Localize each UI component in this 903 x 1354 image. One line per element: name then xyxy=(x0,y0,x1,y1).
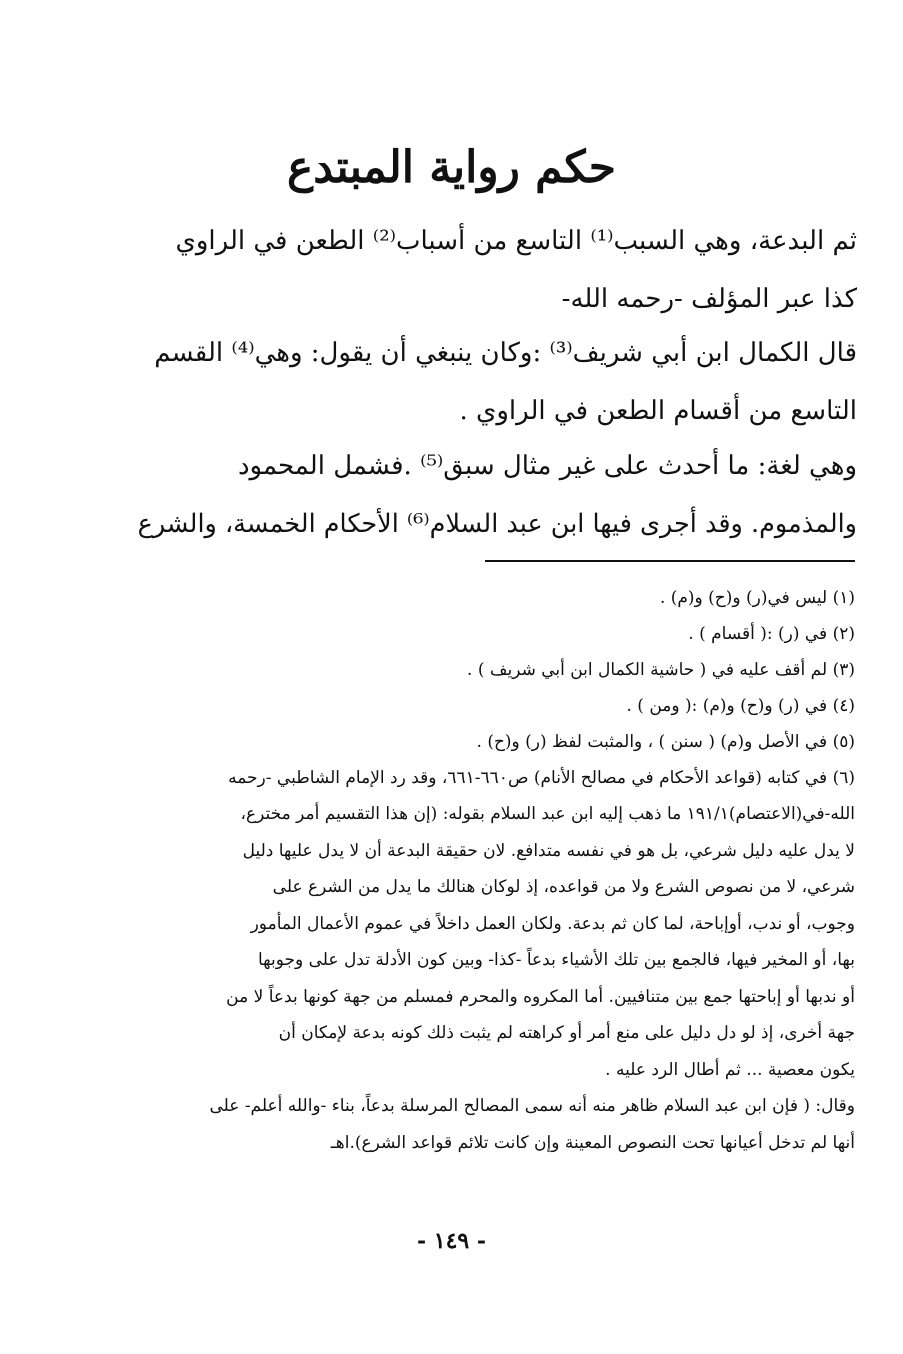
footnote-line: شرعي، لا من نصوص الشرع ولا من قواعده، إذ لوكان هنالك ما يدل من الشرع على xyxy=(272,877,855,897)
text-line: كذا عبر المؤلف -رحمه الله- xyxy=(561,284,857,314)
paragraph-2 xyxy=(137,324,857,440)
footnote-line: أنها لم تدخل أعيانها تحت النصوص المعينة وإن كانت تلائم قواعد الشرع).اهـ xyxy=(330,1132,855,1153)
footnote-line: لا يدل عليه دليل شرعي، بل هو في نفسه متدافع. لان حقيقة البدعة أن لا يدل عليها دليل xyxy=(242,840,855,861)
footnote-line: (١) ليس في(ر) و(ح) و(م) . xyxy=(659,588,855,608)
footnote-line: (٢) في (ر) :( أقسام ) . xyxy=(688,624,855,644)
footnote-line: (٥) في الأصل و(م) ( سنن ) ، والمثبت لفظ (ر) و(ح) . xyxy=(476,732,855,752)
page-number: - ١٤٩ - xyxy=(416,1228,487,1254)
text-line: ثم البدعة، وهي السبب⁽¹⁾ التاسع من أسباب⁽²⁾ الطعن في الراوي xyxy=(175,226,857,256)
footnote-line: وجوب، أو ندب، أوإباحة، لما كان ثم بدعة. ولكان العمل داخلاً في عموم الأعمال المأمور xyxy=(250,913,855,934)
footnote-line: (٦) في كتابه (قواعد الأحكام في مصالح الأنام) ص٦٦٠-٦٦١، وقد رد الإمام الشاطبي -رحمه xyxy=(228,768,855,788)
footnote-line: الله-في(الاعتصام)١٩١/١ ما ذهب إليه ابن عبد السلام بقوله: (إن هذا التقسيم أمر مخترع، xyxy=(240,804,855,824)
footnote-line: (٣) لم أقف عليه في ( حاشية الكمال ابن أبي شريف ) . xyxy=(467,660,855,680)
text-line: وهي لغة: ما أحدث على غير مثال سبق⁽⁵⁾ .فشمل المحمود xyxy=(237,451,857,481)
footnote-line: أو ندبها أو إباحتها جمع بين متنافيين. أما المكروه والمحرم فمسلم من جهة كونها بدعاً لا من xyxy=(226,986,855,1007)
footnotes xyxy=(95,580,855,1161)
footnote-line: بها، أو المخير فيها، فالجمع بين تلك الأشياء بدعاً -كذا- وبين كون الأدلة تدل على وجوبها xyxy=(257,950,855,970)
footnote-line: يكون معصية ... ثم أطال الرد عليه . xyxy=(605,1059,855,1080)
chapter-title: حكم رواية المبتدع xyxy=(287,142,616,193)
paragraph-3 xyxy=(137,437,857,553)
footnote-line: جهة أخرى، إذ لو دل دليل على منع أمر أو كراهته لم يثبت ذلك كونه بدعة لإمكان أن xyxy=(278,1023,855,1043)
footnote-line: (٤) في (ر) و(ح) و(م) :( ومن ) . xyxy=(626,696,855,716)
footnote-divider xyxy=(485,560,855,562)
text-line: والمذموم. وقد أجرى فيها ابن عبد السلام⁽⁶⁾ الأحكام الخمسة، والشرع xyxy=(137,509,857,539)
text-line: التاسع من أقسام الطعن في الراوي . xyxy=(459,396,857,426)
text-line: قال الكمال ابن أبي شريف⁽³⁾ :وكان ينبغي أن يقول: وهي⁽⁴⁾ القسم xyxy=(154,338,857,368)
footnote-line: وقال: ( فإن ابن عبد السلام ظاهر منه أنه سمى المصالح المرسلة بدعاً، بناء -والله أعلم- على xyxy=(209,1096,855,1116)
paragraph-1 xyxy=(137,212,857,328)
